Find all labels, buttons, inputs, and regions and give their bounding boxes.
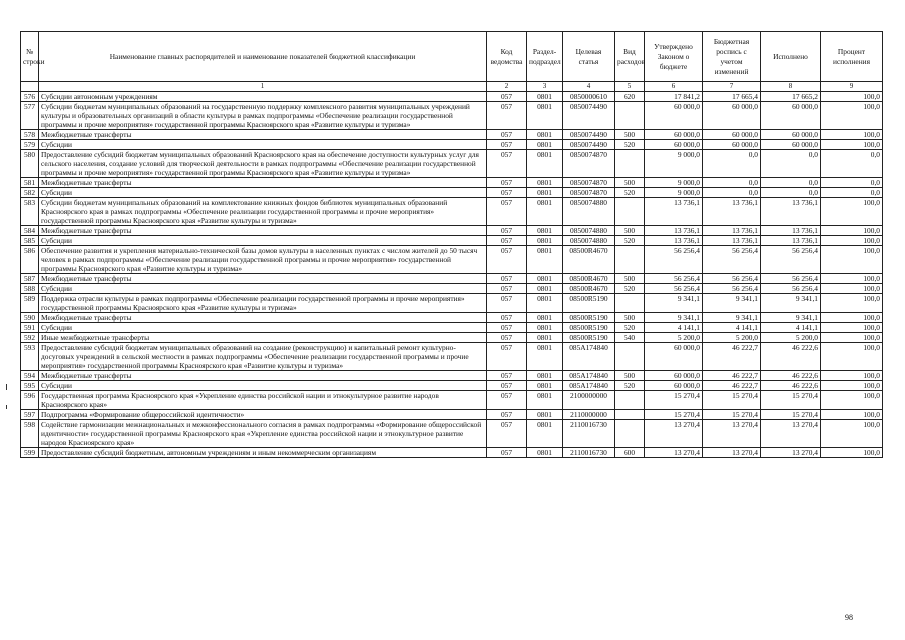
approved-amount: 60 000,0 xyxy=(645,140,703,150)
dept-code: 057 xyxy=(487,150,527,178)
section-code: 0801 xyxy=(527,313,563,323)
expense-type: 540 xyxy=(615,333,645,343)
executed-amount: 46 222,6 xyxy=(761,343,821,371)
executed-amount: 9 341,1 xyxy=(761,313,821,323)
dept-code: 057 xyxy=(487,246,527,274)
row-name: Субсидии бюджетам муниципальных образований на комплектование книжных фондов библиотек муниципальных образований Красноярского края в рамках подпрограммы «Обеспечение реализации государственной программы и прочие мероприятия» государственной программы Красноярского края «Развитие культуры и туризма» xyxy=(39,198,487,226)
target-item: 0850074490 xyxy=(563,102,615,130)
row-number: 587 xyxy=(21,274,39,284)
percent-executed: 100,0 xyxy=(821,284,883,294)
budget-list-amount: 5 200,0 xyxy=(703,333,761,343)
section-code: 0801 xyxy=(527,448,563,458)
table-row xyxy=(21,448,883,458)
margin-mark xyxy=(6,384,7,390)
row-number: 586 xyxy=(21,246,39,274)
dept-code: 057 xyxy=(487,188,527,198)
budget-list-amount: 56 256,4 xyxy=(703,284,761,294)
executed-amount: 56 256,4 xyxy=(761,246,821,274)
column-number: 2 xyxy=(487,82,527,92)
table-row xyxy=(21,391,883,410)
section-code: 0801 xyxy=(527,284,563,294)
expense-type: 520 xyxy=(615,236,645,246)
row-name: Межбюджетные трансферты xyxy=(39,274,487,284)
dept-code: 057 xyxy=(487,333,527,343)
row-number: 597 xyxy=(21,410,39,420)
dept-code: 057 xyxy=(487,313,527,323)
percent-executed: 100,0 xyxy=(821,313,883,323)
approved-amount: 5 200,0 xyxy=(645,333,703,343)
column-number: 7 xyxy=(703,82,761,92)
approved-amount: 56 256,4 xyxy=(645,246,703,274)
budget-list-amount: 46 222,7 xyxy=(703,371,761,381)
expense-type: 620 xyxy=(615,92,645,102)
row-number: 580 xyxy=(21,150,39,178)
dept-code: 057 xyxy=(487,323,527,333)
section-code: 0801 xyxy=(527,420,563,448)
row-number: 592 xyxy=(21,333,39,343)
table-row xyxy=(21,274,883,284)
budget-list-amount: 13 270,4 xyxy=(703,420,761,448)
table-row xyxy=(21,226,883,236)
target-item: 08500R5190 xyxy=(563,294,615,313)
dept-code: 057 xyxy=(487,294,527,313)
dept-code: 057 xyxy=(487,420,527,448)
section-code: 0801 xyxy=(527,236,563,246)
table-row xyxy=(21,381,883,391)
target-item: 0850074870 xyxy=(563,178,615,188)
section-code: 0801 xyxy=(527,246,563,274)
section-code: 0801 xyxy=(527,188,563,198)
percent-executed: 100,0 xyxy=(821,226,883,236)
target-item: 0850000610 xyxy=(563,92,615,102)
row-number: 595 xyxy=(21,381,39,391)
column-number: 3 xyxy=(527,82,563,92)
expense-type xyxy=(615,150,645,178)
table-row xyxy=(21,236,883,246)
target-item: 085A174840 xyxy=(563,343,615,371)
section-code: 0801 xyxy=(527,140,563,150)
percent-executed: 100,0 xyxy=(821,140,883,150)
column-number: 1 xyxy=(39,82,487,92)
column-number: 5 xyxy=(615,82,645,92)
executed-amount: 13 736,1 xyxy=(761,236,821,246)
column-number xyxy=(21,82,39,92)
dept-code: 057 xyxy=(487,130,527,140)
percent-executed: 0,0 xyxy=(821,178,883,188)
margin-mark xyxy=(6,405,7,409)
target-item: 0850074880 xyxy=(563,226,615,236)
approved-amount: 9 000,0 xyxy=(645,188,703,198)
table-row xyxy=(21,188,883,198)
budget-list-amount: 9 341,1 xyxy=(703,313,761,323)
section-code: 0801 xyxy=(527,226,563,236)
dept-code: 057 xyxy=(487,140,527,150)
row-name: Обеспечение развития и укрепления материально-технической базы домов культуры в населенных пунктах с числом жителей до 50 тысяч человек в рамках подпрограммы «Обеспечение реализации государственной программы и прочие мероприятия» государственной программы Красноярского края «Развитие культуры и туризма» xyxy=(39,246,487,274)
table-row xyxy=(21,323,883,333)
target-item: 0850074880 xyxy=(563,236,615,246)
expense-type: 520 xyxy=(615,381,645,391)
table-body xyxy=(21,92,883,458)
row-name: Субсидии xyxy=(39,381,487,391)
approved-amount: 60 000,0 xyxy=(645,130,703,140)
dept-code: 057 xyxy=(487,236,527,246)
expense-type: 520 xyxy=(615,188,645,198)
percent-executed: 0,0 xyxy=(821,150,883,178)
expense-type: 520 xyxy=(615,323,645,333)
dept-code: 057 xyxy=(487,274,527,284)
executed-amount: 15 270,4 xyxy=(761,410,821,420)
expense-type: 500 xyxy=(615,226,645,236)
row-name: Субсидии бюджетам муниципальных образований на государственную поддержку комплексного развития муниципальных учреждений культуры и образовательных организаций в области культуры в рамках подпрограммы «Обеспечение реализации государственной программы и прочие мероприятия» государственной программы Красноярского края «Развитие культуры и туризма» xyxy=(39,102,487,130)
row-name: Межбюджетные трансферты xyxy=(39,313,487,323)
percent-executed: 100,0 xyxy=(821,274,883,284)
budget-list-amount: 46 222,7 xyxy=(703,381,761,391)
dept-code: 057 xyxy=(487,284,527,294)
section-code: 0801 xyxy=(527,371,563,381)
row-number: 593 xyxy=(21,343,39,371)
approved-amount: 56 256,4 xyxy=(645,274,703,284)
budget-list-amount: 4 141,1 xyxy=(703,323,761,333)
section-code: 0801 xyxy=(527,102,563,130)
section-code: 0801 xyxy=(527,410,563,420)
column-number: 8 xyxy=(761,82,821,92)
approved-amount: 9 341,1 xyxy=(645,294,703,313)
dept-code: 057 xyxy=(487,226,527,236)
dept-code: 057 xyxy=(487,391,527,410)
section-code: 0801 xyxy=(527,198,563,226)
expense-type xyxy=(615,102,645,130)
budget-list-amount: 13 736,1 xyxy=(703,198,761,226)
header-row xyxy=(21,32,883,82)
expense-type xyxy=(615,198,645,226)
percent-executed: 100,0 xyxy=(821,391,883,410)
expense-type: 520 xyxy=(615,140,645,150)
budget-list-amount: 0,0 xyxy=(703,178,761,188)
expense-type: 500 xyxy=(615,313,645,323)
target-item: 085A174840 xyxy=(563,381,615,391)
approved-amount: 9 000,0 xyxy=(645,178,703,188)
expense-type: 600 xyxy=(615,448,645,458)
row-name: Предоставление субсидий бюджетам муниципальных образований Красноярского края на обеспечение доступности культурных услуг для сельского населения, создание условий для творческой деятельности в рамках подпрограммы «Обеспечение реализации государственной программы и прочие мероприятия» государственной программы Красноярского края «Развитие культуры и туризма» xyxy=(39,150,487,178)
percent-executed: 100,0 xyxy=(821,381,883,391)
target-item: 2110000000 xyxy=(563,410,615,420)
header-expense-type: Вид расходов xyxy=(615,32,645,82)
row-name: Субсидии xyxy=(39,140,487,150)
target-item: 0850074870 xyxy=(563,188,615,198)
column-number: 4 xyxy=(563,82,615,92)
dept-code: 057 xyxy=(487,178,527,188)
header-dept-code: Код ведомства xyxy=(487,32,527,82)
target-item: 08500R4670 xyxy=(563,274,615,284)
percent-executed: 100,0 xyxy=(821,130,883,140)
target-item: 08500R5190 xyxy=(563,323,615,333)
executed-amount: 0,0 xyxy=(761,188,821,198)
target-item: 0850074870 xyxy=(563,150,615,178)
percent-executed: 100,0 xyxy=(821,246,883,274)
approved-amount: 9 000,0 xyxy=(645,150,703,178)
table-row xyxy=(21,140,883,150)
row-number: 579 xyxy=(21,140,39,150)
budget-list-amount: 13 736,1 xyxy=(703,236,761,246)
row-number: 576 xyxy=(21,92,39,102)
expense-type xyxy=(615,410,645,420)
expense-type: 500 xyxy=(615,371,645,381)
table-row xyxy=(21,284,883,294)
target-item: 085A174840 xyxy=(563,371,615,381)
approved-amount: 15 270,4 xyxy=(645,391,703,410)
budget-list-amount: 15 270,4 xyxy=(703,410,761,420)
row-name: Содействие гармонизации межнациональных и межконфессионального согласия в рамках подпрограммы «Формирование общероссийской идентичности» государственной программы Красноярского края «Укрепление единства российской нации и этнокультурное развитие народов Красноярского края» xyxy=(39,420,487,448)
row-name: Поддержка отрасли культуры в рамках подпрограммы «Обеспечение реализации государственной программы и прочие мероприятия» государственной программы Красноярского края «Развитие культуры и туризма» xyxy=(39,294,487,313)
table-row xyxy=(21,343,883,371)
section-code: 0801 xyxy=(527,391,563,410)
row-number: 581 xyxy=(21,178,39,188)
row-name: Субсидии автономным учреждениям xyxy=(39,92,487,102)
percent-executed: 100,0 xyxy=(821,371,883,381)
approved-amount: 9 341,1 xyxy=(645,313,703,323)
row-name: Предоставление субсидий бюджетам муниципальных образований на создание (реконструкцию) и капитальный ремонт культурно-досуговых учреждений в сельской местности в рамках подпрограммы «Обеспечение реализации государственной программы и прочие мероприятия» государственной программы Красноярского края «Развитие культуры и туризма» xyxy=(39,343,487,371)
approved-amount: 4 141,1 xyxy=(645,323,703,333)
table-row xyxy=(21,420,883,448)
target-item: 08500R4670 xyxy=(563,284,615,294)
percent-executed: 100,0 xyxy=(821,92,883,102)
row-number: 583 xyxy=(21,198,39,226)
row-number: 577 xyxy=(21,102,39,130)
approved-amount: 13 270,4 xyxy=(645,448,703,458)
column-number-row xyxy=(21,82,883,92)
row-name: Предоставление субсидий бюджетным, автономным учреждениям и иным некоммерческим организациям xyxy=(39,448,487,458)
section-code: 0801 xyxy=(527,381,563,391)
target-item: 0850074880 xyxy=(563,198,615,226)
approved-amount: 13 736,1 xyxy=(645,198,703,226)
row-number: 594 xyxy=(21,371,39,381)
percent-executed: 100,0 xyxy=(821,294,883,313)
table-row xyxy=(21,178,883,188)
table-row xyxy=(21,102,883,130)
row-name: Субсидии xyxy=(39,188,487,198)
table-row xyxy=(21,294,883,313)
table-row xyxy=(21,130,883,140)
row-number: 596 xyxy=(21,391,39,410)
table-row xyxy=(21,333,883,343)
expense-type: 500 xyxy=(615,178,645,188)
row-number: 584 xyxy=(21,226,39,236)
expense-type xyxy=(615,391,645,410)
approved-amount: 13 736,1 xyxy=(645,226,703,236)
row-number: 590 xyxy=(21,313,39,323)
percent-executed: 100,0 xyxy=(821,323,883,333)
row-name: Субсидии xyxy=(39,284,487,294)
row-number: 578 xyxy=(21,130,39,140)
dept-code: 057 xyxy=(487,448,527,458)
percent-executed: 0,0 xyxy=(821,188,883,198)
target-item: 2110016730 xyxy=(563,448,615,458)
executed-amount: 13 270,4 xyxy=(761,448,821,458)
target-item: 0850074490 xyxy=(563,130,615,140)
page-number: 98 xyxy=(845,613,853,622)
budget-list-amount: 60 000,0 xyxy=(703,102,761,130)
target-item: 2100000000 xyxy=(563,391,615,410)
budget-list-amount: 0,0 xyxy=(703,150,761,178)
approved-amount: 15 270,4 xyxy=(645,410,703,420)
row-number: 589 xyxy=(21,294,39,313)
table-row xyxy=(21,92,883,102)
header-approved: Утверждено Законом о бюджете xyxy=(645,32,703,82)
expense-type xyxy=(615,420,645,448)
executed-amount: 56 256,4 xyxy=(761,284,821,294)
expense-type: 500 xyxy=(615,274,645,284)
header-target-item: Целевая статья xyxy=(563,32,615,82)
row-name: Государственная программа Красноярского края «Укрепление единства российской нации и этнокультурное развитие народов Красноярского края» xyxy=(39,391,487,410)
section-code: 0801 xyxy=(527,333,563,343)
section-code: 0801 xyxy=(527,130,563,140)
executed-amount: 60 000,0 xyxy=(761,130,821,140)
row-number: 582 xyxy=(21,188,39,198)
row-name: Межбюджетные трансферты xyxy=(39,130,487,140)
approved-amount: 13 270,4 xyxy=(645,420,703,448)
row-number: 588 xyxy=(21,284,39,294)
row-name: Иные межбюджетные трансферты xyxy=(39,333,487,343)
executed-amount: 60 000,0 xyxy=(761,102,821,130)
section-code: 0801 xyxy=(527,323,563,333)
executed-amount: 5 200,0 xyxy=(761,333,821,343)
executed-amount: 9 341,1 xyxy=(761,294,821,313)
approved-amount: 60 000,0 xyxy=(645,371,703,381)
row-name: Субсидии xyxy=(39,236,487,246)
target-item: 2110016730 xyxy=(563,420,615,448)
table-row xyxy=(21,410,883,420)
target-item: 08500R5190 xyxy=(563,333,615,343)
approved-amount: 60 000,0 xyxy=(645,102,703,130)
section-code: 0801 xyxy=(527,294,563,313)
executed-amount: 0,0 xyxy=(761,150,821,178)
section-code: 0801 xyxy=(527,92,563,102)
header-executed: Исполнено xyxy=(761,32,821,82)
row-name: Субсидии xyxy=(39,323,487,333)
row-number: 599 xyxy=(21,448,39,458)
row-name: Подпрограмма «Формирование общероссийской идентичности» xyxy=(39,410,487,420)
executed-amount: 46 222,6 xyxy=(761,381,821,391)
target-item: 08500R5190 xyxy=(563,313,615,323)
header-section: Раздел-подраздел xyxy=(527,32,563,82)
table-row xyxy=(21,150,883,178)
executed-amount: 13 736,1 xyxy=(761,226,821,236)
row-name: Межбюджетные трансферты xyxy=(39,371,487,381)
executed-amount: 4 141,1 xyxy=(761,323,821,333)
percent-executed: 100,0 xyxy=(821,343,883,371)
percent-executed: 100,0 xyxy=(821,448,883,458)
dept-code: 057 xyxy=(487,410,527,420)
dept-code: 057 xyxy=(487,92,527,102)
approved-amount: 13 736,1 xyxy=(645,236,703,246)
section-code: 0801 xyxy=(527,150,563,178)
header-name: Наименование главных распорядителей и наименование показателей бюджетной классификации xyxy=(39,32,487,82)
percent-executed: 100,0 xyxy=(821,102,883,130)
budget-list-amount: 17 665,4 xyxy=(703,92,761,102)
column-number: 9 xyxy=(821,82,883,92)
expense-type: 520 xyxy=(615,284,645,294)
approved-amount: 60 000,0 xyxy=(645,343,703,371)
target-item: 08500R4670 xyxy=(563,246,615,274)
percent-executed: 100,0 xyxy=(821,333,883,343)
row-name: Межбюджетные трансферты xyxy=(39,178,487,188)
expense-type xyxy=(615,294,645,313)
executed-amount: 17 665,2 xyxy=(761,92,821,102)
expense-type xyxy=(615,343,645,371)
executed-amount: 0,0 xyxy=(761,178,821,188)
dept-code: 057 xyxy=(487,371,527,381)
expense-type xyxy=(615,246,645,274)
dept-code: 057 xyxy=(487,198,527,226)
budget-list-amount: 56 256,4 xyxy=(703,274,761,284)
header-row-number: № строки xyxy=(21,32,39,82)
percent-executed: 100,0 xyxy=(821,198,883,226)
executed-amount: 46 222,6 xyxy=(761,371,821,381)
budget-list-amount: 13 736,1 xyxy=(703,226,761,236)
dept-code: 057 xyxy=(487,343,527,371)
section-code: 0801 xyxy=(527,274,563,284)
budget-list-amount: 0,0 xyxy=(703,188,761,198)
table-row xyxy=(21,371,883,381)
table-row xyxy=(21,246,883,274)
section-code: 0801 xyxy=(527,178,563,188)
executed-amount: 56 256,4 xyxy=(761,274,821,284)
executed-amount: 60 000,0 xyxy=(761,140,821,150)
row-name: Межбюджетные трансферты xyxy=(39,226,487,236)
row-number: 585 xyxy=(21,236,39,246)
budget-list-amount: 56 256,4 xyxy=(703,246,761,274)
row-number: 598 xyxy=(21,420,39,448)
budget-execution-table xyxy=(20,31,883,458)
dept-code: 057 xyxy=(487,102,527,130)
expense-type: 500 xyxy=(615,130,645,140)
executed-amount: 13 736,1 xyxy=(761,198,821,226)
approved-amount: 60 000,0 xyxy=(645,381,703,391)
section-code: 0801 xyxy=(527,343,563,371)
dept-code: 057 xyxy=(487,381,527,391)
percent-executed: 100,0 xyxy=(821,410,883,420)
budget-list-amount: 13 270,4 xyxy=(703,448,761,458)
budget-list-amount: 60 000,0 xyxy=(703,140,761,150)
approved-amount: 17 841,2 xyxy=(645,92,703,102)
header-budget-list: Бюджетная роспись с учетом изменений xyxy=(703,32,761,82)
executed-amount: 13 270,4 xyxy=(761,420,821,448)
header-percent: Процент исполнения xyxy=(821,32,883,82)
percent-executed: 100,0 xyxy=(821,236,883,246)
budget-list-amount: 15 270,4 xyxy=(703,391,761,410)
budget-list-amount: 60 000,0 xyxy=(703,130,761,140)
executed-amount: 15 270,4 xyxy=(761,391,821,410)
table-row xyxy=(21,198,883,226)
target-item: 0850074490 xyxy=(563,140,615,150)
approved-amount: 56 256,4 xyxy=(645,284,703,294)
budget-list-amount: 46 222,7 xyxy=(703,343,761,371)
row-number: 591 xyxy=(21,323,39,333)
budget-list-amount: 9 341,1 xyxy=(703,294,761,313)
table-row xyxy=(21,313,883,323)
percent-executed: 100,0 xyxy=(821,420,883,448)
column-number: 6 xyxy=(645,82,703,92)
